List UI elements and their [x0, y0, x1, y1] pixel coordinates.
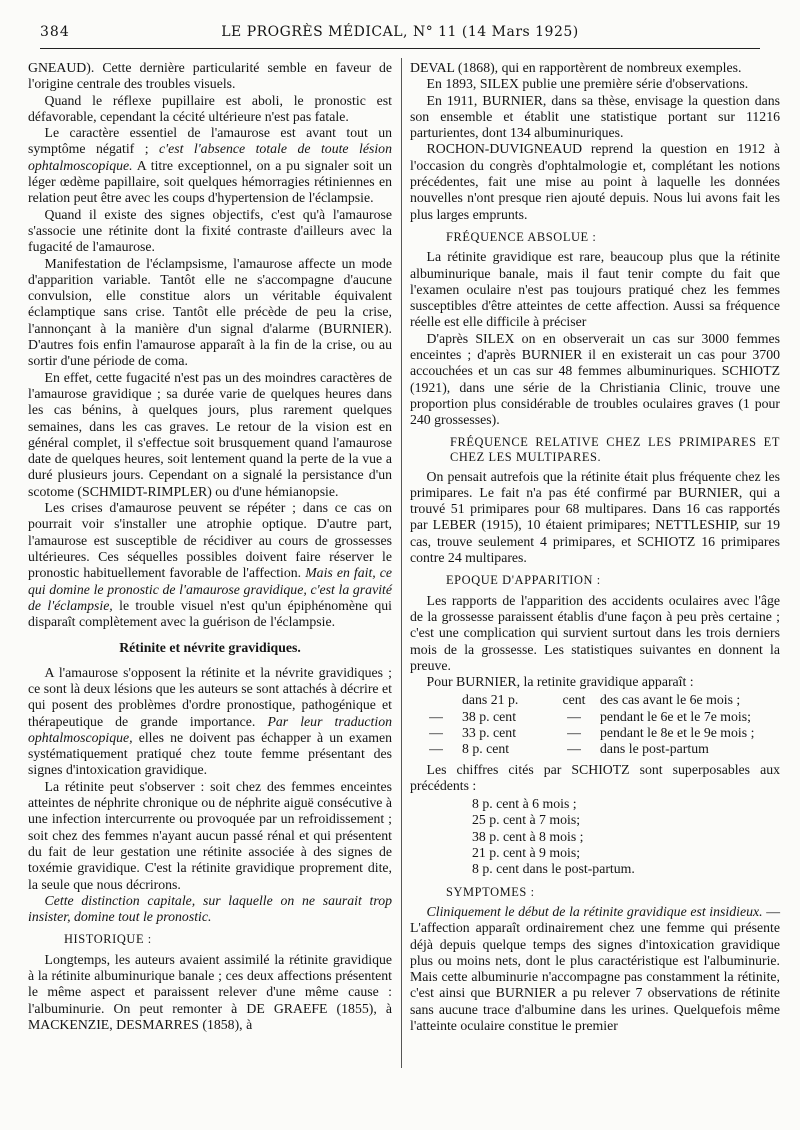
table-row: [410, 741, 780, 757]
subsection-heading: EPOQUE D'APPARITION :: [446, 573, 601, 588]
list-item: 25 p. cent à 7 mois;: [472, 812, 581, 828]
paragraph: D'après SILEX on en observerait un cas sur 3000 femmes enceintes ; d'après BURNIER il en existerait un cas pour 3700 accouchées et un cas sur 48 femmes albuminuriques. SCHIOTZ (1921), dans une série de la Christiania Clinic, trouve une proportion plus considérable de troubles oculaires graves (1 pour 240 grossesses).: [410, 330, 780, 428]
right-column: [410, 60, 780, 1034]
table-cell: —: [567, 741, 581, 757]
table-cell: dans 21 p.: [462, 692, 519, 708]
column-divider: [401, 58, 402, 1068]
running-title: LE PROGRÈS MÉDICAL, N° 11 (14 Mars 1925): [221, 24, 579, 40]
left-column: [28, 60, 392, 1033]
table-cell: pendant le 6e et le 7e mois;: [600, 708, 751, 724]
list-item: 8 p. cent dans le post-partum.: [472, 861, 635, 877]
paragraph: La rétinite peut s'observer : soit chez des femmes enceintes atteintes de néphrite chronique ou de néphrite aiguë consécutive à une infection intercurrente ou provoquée par un refroidissement ; soit chez des femmes n'ayant aucun passé rénal et qui présentent du fait de leur gestation une rétinite associée à des signes de toxémie gravidique. C'est la rétinite gravidique proprement dite, la seule que nous décrirons.: [28, 778, 392, 892]
table-cell: —: [567, 724, 581, 740]
page-header: [40, 18, 760, 49]
subsection-heading: FRÉQUENCE RELATIVE CHEZ LES PRIMIPARES ET CHEZ LES MULTIPARES.: [450, 434, 780, 464]
table-cell: —: [429, 741, 443, 757]
burnier-table: [410, 692, 780, 757]
table-row: [410, 709, 780, 725]
paragraph: [28, 665, 392, 779]
paragraph-text: A l'amaurose s'opposent la rétinite et la névrite gravidiques ; ce sont là deux lésions que les auteurs se sont attachés à décrire et qui posent des problèmes d'ordre pronostique, pathogénique et thérapeutique de grande importance.: [28, 664, 392, 729]
table-cell: [410, 692, 462, 708]
paragraph: Quand il existe des signes objectifs, c'est qu'à l'amaurose s'associe une rétinite dont la fixité contraste d'ailleurs avec la fugacité de l'amaurose.: [28, 206, 392, 255]
section-title: Rétinite et névrite gravidiques.: [119, 640, 301, 656]
paragraph-text: A titre exceptionnel, on a pu signaler soit un léger œdème papillaire, soit quelques hémorragies rétiniennes en relation peut être avec les coups d'hypertension de l'éclampsie.: [28, 157, 392, 206]
paragraph: En 1893, SILEX publie une première série d'observations.: [426, 76, 749, 92]
paragraph: [28, 125, 392, 206]
list-item: 21 p. cent à 9 mois;: [472, 845, 581, 861]
table-row: [410, 692, 780, 708]
list-item: 38 p. cent à 8 mois ;: [472, 828, 584, 844]
table-cell: —: [429, 724, 443, 740]
subsection-heading: SYMPTOMES :: [446, 884, 535, 899]
emphasis-text: Mais en fait, ce qui domine le pronostic de l'amaurose gravidique, c'est la gravité de l'éclampsie,: [28, 565, 393, 613]
paragraph: Longtemps, les auteurs avaient assimilé la rétinite gravidique à la rétinite albuminurique banale ; ces deux affections présentent le même aspect et paraissent relever d'une même cause : l'albuminurie. On peut remonter à DE GRAEFE (1855), à MACKENZIE, DESMARRES (1858), à: [28, 951, 392, 1032]
paragraph: [28, 500, 392, 630]
paragraph-italic: Cette distinction capitale, sur laquelle on ne saurait trop insister, domine tout le pronostic.: [28, 892, 392, 925]
paragraph-text: Le caractère essentiel de l'amaurose est avant tout un symptôme négatif ;: [28, 125, 392, 157]
paragraph-text: — L'affection apparaît ordinairement chez une femme qui présente déjà depuis quelque temps des signes d'intoxication gravidique plus ou moins nets, dont le plus caractéristique est l'albuminurie. Mais cette albuminurie n'accompagne pas constamment la rétinite, c'est ainsi que BURNIER a pu relever 7 observations de rétinite sans aucune trace d'albumine dans les urines. Quelquefois même l'atteinte oculaire constitue le premier: [410, 903, 780, 1034]
paragraph: Quand le réflexe pupillaire est aboli, le pronostic est défavorable, cependant la cécité ultérieure n'est pas fatale.: [28, 92, 392, 124]
paragraph: En 1911, BURNIER, dans sa thèse, envisage la question dans son ensemble et établit une statistique portant sur 11216 parturientes, dont 134 albuminuriques.: [410, 92, 780, 141]
paragraph: On pensait autrefois que la rétinite était plus fréquente chez les primipares. Le fait n'a pas été confirmé par BURNIER, qui a trouvé 51 primipares pour 68 multipares. Dans 16 cas rapportés par LEBER (1915), 10 étaient primipares; NETTLESHIP, sur 19 cas, trouve seulement 4 primipares, et SCHIOTZ 16 primipares contre 24 multipares.: [410, 468, 780, 566]
table-cell: 33 p. cent: [462, 724, 517, 740]
table-row: [410, 725, 780, 741]
paragraph: ROCHON-DUVIGNEAUD reprend la question en 1912 à l'occasion du congrès d'ophtalmologie et, complétant les notions précédentes, fait une mise au point à laquelle les données nouvelles n'ont presque rien ajouté depuis. Nous lui avons fait les plus larges emprunts.: [410, 141, 780, 222]
emphasis-text: Cliniquement le début de la rétinite gravidique est insidieux.: [426, 903, 763, 919]
table-cell: des cas avant le 6e mois ;: [600, 692, 741, 708]
paragraph: La rétinite gravidique est rare, beaucoup plus que la rétinite albuminurique banale, mais il faut tenir compte du fait que l'examen oculaire n'est pas toujours pratiqué chez les femmes susceptibles d'être atteintes de cette affection. Aussi sa fréquence réelle est elle difficile à préciser: [410, 249, 780, 330]
paragraph-text: elles ne doivent pas échapper à un examen systématiquement pratiqué chez toute femme présentant des signes d'intoxication gravidique.: [28, 729, 392, 778]
table-cell: dans le post-partum: [600, 741, 709, 757]
list-item: 8 p. cent à 6 mois ;: [472, 796, 577, 812]
paragraph: Manifestation de l'éclampsisme, l'amaurose affecte un mode d'apparition variable. Tantôt elle ne s'accompagne d'aucune convulsion, elle constitue alors un véritable équivalent éclamptique sans crise. Tantôt elle précède de peu la crise, l'annonçant à la manière d'un signal d'alarme (BURNIER). D'autres fois enfin l'amaurose apparaît à la fin de la crise, ou au sortir d'une période de coma.: [28, 255, 392, 369]
table-cell: cent: [562, 692, 586, 708]
emphasis-text: Par leur traduction ophtalmoscopique,: [28, 713, 393, 745]
paragraph: DEVAL (1868), qui en rapportèrent de nombreux exemples.: [410, 60, 742, 75]
page-number: 384: [40, 24, 70, 40]
paragraph: Les rapports de l'apparition des accidents oculaires avec l'âge de la grossesse paraissent établis d'une façon à peu près certaine ; c'est une complication qui survient surtout dans les trois derniers mois de la grossesse. Les statistiques suivantes en donnent la preuve.: [410, 592, 780, 673]
paragraph-text: Les crises d'amaurose peuvent se répéter ; dans ce cas on pourrait voir s'installer une atrophie optique. D'autre part, l'amaurose est susceptible de récidiver au cours de grossesses ultérieures. Ces séquelles possibles doivent faire réserver le pronostic habituellement favorable de l'affection.: [28, 500, 392, 581]
paragraph: Pour BURNIER, la retinite gravidique apparaît :: [426, 674, 694, 690]
schiotz-list: [410, 796, 780, 877]
emphasis-text: c'est l'absence totale de toute lésion ophtalmoscopique.: [28, 141, 392, 173]
paragraph: GNEAUD). Cette dernière particularité semble en faveur de l'origine centrale des troubles visuels.: [28, 60, 392, 92]
subsection-heading: HISTORIQUE :: [64, 932, 152, 947]
subsection-heading: FRÉQUENCE ABSOLUE :: [446, 229, 597, 244]
table-cell: 38 p. cent: [462, 708, 517, 724]
paragraph: En effet, cette fugacité n'est pas un des moindres caractères de l'amaurose gravidique ; sa durée varie de quelques heures dans les cas bénins, à quelques jours, plus rarement quelques semaines, dans les cas graves. Le retour de la vision est en général complet, il s'effectue soit brusquement quand l'amaurose date de quelques heures, soit lentement quand la perte de la vue a duré plusieurs jours. Cependant on a signalé la persistance d'un scotome (SCHMIDT-RIMPLER) ou d'une hémianopsie.: [28, 369, 392, 499]
table-cell: pendant le 8e et le 9e mois ;: [600, 724, 755, 740]
paragraph: Les chiffres cités par SCHIOTZ sont superposables aux précédents :: [410, 761, 780, 793]
paragraph-text: le trouble visuel n'est qu'un épiphénomène qui disparaît complètement avec la guérison de l'éclampsie.: [28, 597, 393, 630]
table-cell: —: [429, 708, 443, 724]
table-cell: 8 p. cent: [462, 741, 510, 757]
paragraph: [410, 904, 780, 1034]
table-cell: —: [567, 708, 581, 724]
